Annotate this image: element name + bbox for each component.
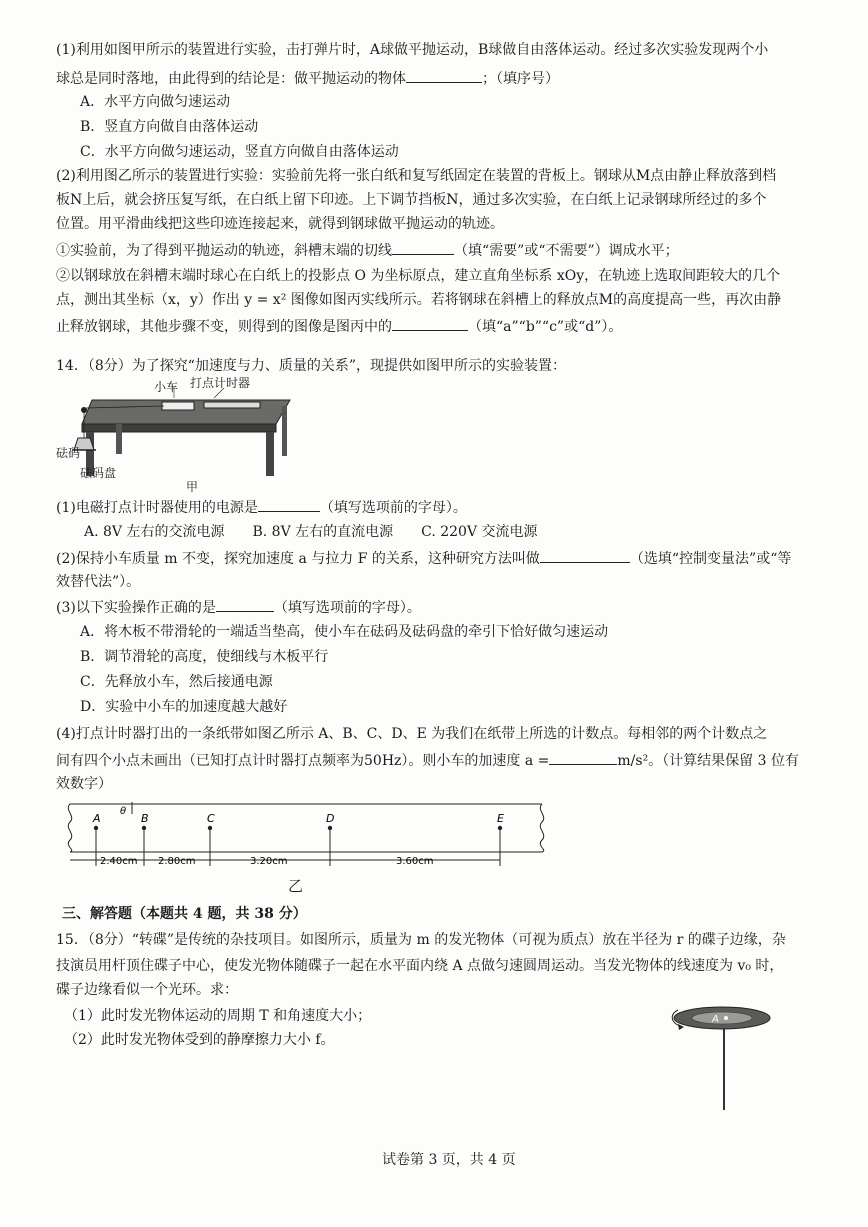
- q13-option-a: A．水平方向做匀速运动: [80, 94, 231, 110]
- answer-blank[interactable]: [258, 497, 320, 512]
- q14-stem: 14．（8分）为了探究“加速度与力、质量的关系”，现提供如图甲所示的实验装置：: [56, 358, 567, 374]
- point-a-label: A: [712, 1014, 719, 1025]
- q13-part1-text: 球总是同时落地，由此得到的结论是：做平抛运动的物体: [56, 71, 406, 87]
- q14-part4-line1: (4)打点计时器打出的一条纸带如图乙所示 A、B、C、D、E 为我们在纸带上所选的计数点。每相邻的两个计数点之: [56, 726, 768, 742]
- theta-label: θ: [120, 806, 127, 817]
- spinning-plate-illustration: [668, 1000, 778, 1116]
- answer-blank[interactable]: [216, 597, 274, 612]
- q14-part2-line2: 效替代法”）。: [56, 574, 141, 590]
- point-a: A: [93, 812, 101, 825]
- q13-part1-line2: [56, 68, 559, 89]
- q13-part2-line1: (2)利用图乙所示的装置进行实验：实验前先将一张白纸和复写纸固定在装置的背板上。钢球从M点由静止释放落到档: [56, 168, 777, 184]
- q14-part1-text-end: （填写选项前的字母）。: [319, 500, 467, 516]
- q14-part4-line3: 效数字）: [56, 776, 112, 792]
- answer-blank[interactable]: [392, 316, 468, 331]
- page-footer: 试卷第 3 页，共 4 页: [382, 1152, 516, 1168]
- q13-step2-line2: 点，测出其坐标（x，y）作出 y = x² 图像如图丙实线所示。若将钢球在斜槽上的释放点M的高度提高一些，再次由静: [56, 292, 782, 308]
- answer-blank[interactable]: [392, 240, 454, 255]
- q14-part1: [56, 497, 467, 518]
- label-timer: 打点计时器: [190, 376, 251, 390]
- q14-part2-text: (2)保持小车质量 m 不变，探究加速度 a 与拉力 F 的关系，这种研究方法叫做: [56, 551, 540, 567]
- q14-part4-text: 间有四个小点未画出（已知打点计时器打点频率为50Hz）。则小车的加速度 a =: [56, 753, 550, 769]
- q13-part2-line3: 位置。用平滑曲线把这些印迹连接起来，就得到钢球做平抛运动的轨迹。: [56, 216, 504, 232]
- q13-part2-line2: 板N上后，就会挤压复写纸，在白纸上留下印迹。上下调节挡板N，通过多次实验，在白纸上记录钢球所经过的多个: [56, 192, 767, 208]
- q15-sub2: （2）此时发光物体受到的静摩擦力大小 f。: [64, 1032, 335, 1048]
- label-weight: 砝码: [56, 446, 81, 460]
- q14-option-b: B．调节滑轮的高度，使细线与木板平行: [80, 649, 329, 665]
- q14-option-a: A．将木板不带滑轮的一端适当垫高，使小车在砝码及砝码盘的牵引下恰好做匀速运动: [80, 624, 609, 640]
- label-cart: 小车: [154, 380, 179, 394]
- q15-line2: 技演员用杆顶住碟子中心，使发光物体随碟子一起在水平面内绕 A 点做匀速圆周运动。当发光物体的线速度为 v₀ 时，: [56, 958, 784, 974]
- point-d: D: [326, 812, 335, 825]
- q13-part1-text-end: ；（填序号）: [482, 71, 559, 87]
- distance-ab: 2.40cm: [100, 856, 138, 867]
- q15-line1: 15．（8分）“转碟”是传统的杂技项目。如图所示，质量为 m 的发光物体（可视为质点）放在半径为 r 的碟子边缘，杂: [56, 932, 786, 948]
- q14-part4-text-end: m/s²。（计算结果保留 3 位有: [617, 753, 799, 769]
- answer-blank[interactable]: [406, 68, 482, 83]
- q14-part3: [56, 597, 421, 618]
- q14-part2-line1: [56, 548, 791, 569]
- point-c: C: [207, 812, 215, 825]
- figure-yi-caption: 乙: [288, 877, 304, 895]
- q13-step2-line1: ②以钢球放在斜槽末端时球心在白纸上的投影点 O 为坐标原点，建立直角坐标系 xOy，在轨迹上选取间距较大的几个: [56, 268, 781, 284]
- q13-step1-text-end: （填“需要”或“不需要”）调成水平；: [454, 243, 679, 259]
- q15-line3: 碟子边缘看似一个光环。求：: [56, 982, 238, 998]
- distance-bc: 2.80cm: [158, 856, 196, 867]
- q14-part1-options: A. 8V 左右的交流电源 B. 8V 左右的直流电源 C. 220V 交流电源: [84, 524, 538, 540]
- figure-jia-caption: 甲: [186, 480, 199, 494]
- q13-step1-text: ①实验前，为了得到平抛运动的轨迹，斜槽末端的切线: [56, 243, 392, 259]
- paper-tape-illustration: [60, 800, 560, 880]
- q13-step1: [56, 240, 679, 261]
- answer-blank[interactable]: [549, 750, 617, 765]
- q14-part3-text-end: （填写选项前的字母）。: [273, 600, 421, 616]
- q14-part1-text: (1)电磁打点计时器使用的电源是: [56, 500, 258, 516]
- q13-step2-line3: [56, 316, 622, 337]
- point-b: B: [141, 812, 149, 825]
- figure-jia: [54, 378, 304, 488]
- figure-yi-tape: [60, 800, 560, 890]
- distance-cd: 3.20cm: [250, 856, 288, 867]
- q14-part2-text-end: （选填“控制变量法”或“等: [629, 551, 792, 567]
- q13-step2-text-end: （填“a”“b”“c”或“d”）。: [468, 319, 623, 335]
- label-pan: 砝码盘: [80, 466, 117, 480]
- q14-part3-text: (3)以下实验操作正确的是: [56, 600, 216, 616]
- point-e: E: [497, 812, 504, 825]
- q13-option-c: C．水平方向做匀速运动，竖直方向做自由落体运动: [80, 144, 399, 160]
- q13-option-b: B．竖直方向做自由落体运动: [80, 119, 259, 135]
- distance-de: 3.60cm: [396, 856, 434, 867]
- q13-part1-line1: (1)利用如图甲所示的装置进行实验，击打弹片时，A球做平抛运动，B球做自由落体运动。经过多次实验发现两个小: [56, 42, 769, 58]
- q13-step2-text: 止释放钢球，其他步骤不变，则得到的图像是图丙中的: [56, 319, 392, 335]
- q14-option-d: D．实验中小车的加速度越大越好: [80, 699, 288, 715]
- q15-sub1: （1）此时发光物体运动的周期 T 和角速度大小；: [64, 1008, 372, 1024]
- q14-part4-line2: [56, 750, 799, 771]
- answer-blank[interactable]: [540, 548, 630, 563]
- spinning-plate-figure: [668, 1000, 778, 1116]
- q14-option-c: C．先释放小车，然后接通电源: [80, 674, 273, 690]
- section-3-heading: 三、解答题（本题共 4 题，共 38 分）: [62, 906, 307, 922]
